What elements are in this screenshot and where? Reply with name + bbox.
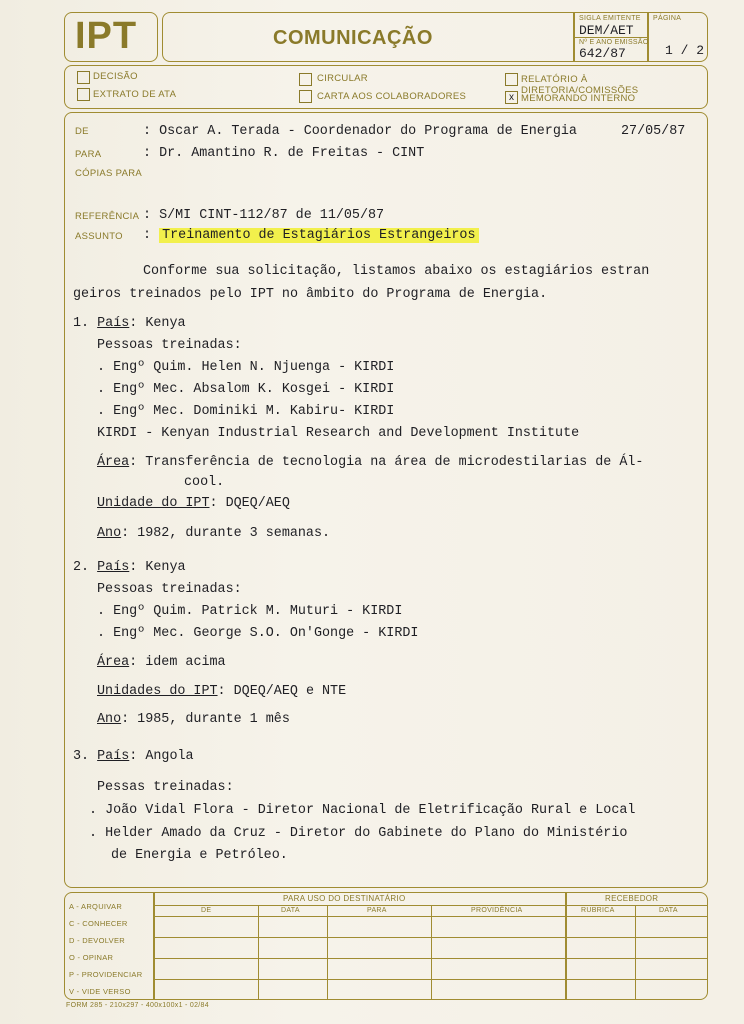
- para-label: PARA: [75, 149, 102, 160]
- section-1-person-1: . Engº Quim. Helen N. Njuenga - KIRDI: [97, 360, 395, 375]
- intro-line-1: Conforme sua solicitação, listamos abaixo os estagiários estran: [143, 264, 650, 279]
- col-providencia: PROVIDÊNCIA: [471, 907, 523, 914]
- section-2-pais-value: : Kenya: [129, 560, 186, 575]
- circular-label: CIRCULAR: [317, 73, 368, 84]
- section-1-area-value: : Transferência de tecnologia na área de microdestilarias de Ál-: [129, 455, 644, 470]
- section-2-unidade: [97, 684, 346, 699]
- section-2-unidade-label: Unidades do IPT: [97, 684, 218, 699]
- section-1-pais-value: : Kenya: [129, 316, 186, 331]
- main-body-box: [64, 112, 708, 888]
- section-1-pais-label: País: [97, 316, 130, 331]
- section-2-person-1: . Engº Quim. Patrick M. Muturi - KIRDI: [97, 604, 403, 619]
- section-2-pais-label: País: [97, 560, 130, 575]
- section-1-ano-value: : 1982, durante 3 semanas.: [121, 526, 331, 541]
- section-1-ano-label: Ano: [97, 526, 122, 541]
- section-3-pessoas: Pessas treinadas:: [97, 780, 234, 795]
- col-divider-2: [327, 905, 328, 999]
- logo-box: [64, 12, 158, 62]
- section-1-person-2: . Engº Mec. Absalom K. Kosgei - KIRDI: [97, 382, 395, 397]
- section-2-area-label: Área: [97, 655, 130, 670]
- legend-opinar: O - OPINAR: [69, 953, 114, 962]
- decisao-checkbox[interactable]: [77, 71, 90, 84]
- relatorio-label: RELATÓRIO À DIRETORIA/COMISSÕES: [521, 74, 639, 96]
- page-title: COMUNICAÇÃO: [273, 27, 433, 49]
- section-2-ano-value: : 1985, durante 1 mês: [121, 712, 290, 727]
- header-page-divider: [647, 13, 649, 61]
- section-2-ano-label: Ano: [97, 712, 122, 727]
- intro-line-2: geiros treinados pelo IPT no âmbito do Programa de Energia.: [73, 287, 548, 302]
- section-2-number: 2.: [73, 560, 90, 575]
- section-1-ano: [97, 526, 330, 541]
- section-3-pais-value: : Angola: [129, 749, 194, 764]
- legend-arquivar: A - ARQUIVAR: [69, 902, 123, 911]
- circular-checkbox[interactable]: [299, 73, 312, 86]
- section-2-pessoas: Pessoas treinadas:: [97, 582, 242, 597]
- numero-value: 642/87: [579, 46, 626, 61]
- de-label: DE: [75, 126, 89, 137]
- dest-title: PARA USO DO DESTINATÁRIO: [283, 894, 406, 903]
- routing-box: [64, 892, 708, 1000]
- decisao-label: DECISÃO: [93, 71, 138, 82]
- sigla-label: SIGLA EMITENTE: [579, 15, 641, 22]
- assunto-line: [143, 228, 479, 243]
- rec-title: RECEBEDOR: [605, 894, 659, 903]
- legend-vide-verso: V - VIDE VERSO: [69, 987, 131, 996]
- routing-header-divider: [153, 916, 707, 917]
- section-2-unidade-value: : DQEQ/AEQ e NTE: [217, 684, 347, 699]
- memorando-label: MEMORANDO INTERNO: [521, 93, 636, 104]
- section-1-pessoas: Pessoas treinadas:: [97, 338, 242, 353]
- section-2-ano: [97, 712, 290, 727]
- section-3-number: 3.: [73, 749, 90, 764]
- col-divider-5: [635, 905, 636, 999]
- section-1-number: 1.: [73, 316, 90, 331]
- ipt-logo: IPT: [75, 15, 138, 57]
- doc-type-box: [64, 65, 708, 109]
- section-3-person-2-cont: de Energia e Petróleo.: [111, 848, 288, 863]
- pagina-label: PÁGINA: [653, 15, 682, 22]
- col-para: PARA: [367, 907, 387, 914]
- col-rec-data: DATA: [659, 907, 678, 914]
- col-divider-1: [258, 905, 259, 999]
- section-1-area-cont: cool.: [184, 475, 225, 490]
- routing-row-1: [153, 937, 707, 938]
- section-1-pais: [73, 316, 186, 331]
- title-box: [162, 12, 708, 62]
- section-2-area: [97, 655, 226, 670]
- col-divider-4: [565, 893, 567, 999]
- legend-devolver: D - DEVOLVER: [69, 936, 125, 945]
- section-3-person-2: . Helder Amado da Cruz - Diretor do Gabinete do Plano do Ministério: [89, 826, 628, 841]
- section-1-unidade: [97, 496, 290, 511]
- section-1-kirdi: KIRDI - Kenyan Industrial Research and Development Institute: [97, 426, 580, 441]
- memo-date: 27/05/87: [621, 124, 686, 139]
- para-value: : Dr. Amantino R. de Freitas - CINT: [143, 146, 425, 161]
- section-1-area-label: Área: [97, 455, 130, 470]
- section-1-area: [97, 455, 643, 470]
- relatorio-checkbox[interactable]: [505, 73, 518, 86]
- extrato-checkbox[interactable]: [77, 88, 90, 101]
- carta-checkbox[interactable]: [299, 90, 312, 103]
- section-3-pais: [73, 749, 194, 764]
- routing-row-2: [153, 958, 707, 959]
- section-2-person-2: . Engº Mec. George S.O. On'Gonge - KIRDI: [97, 626, 419, 641]
- referencia-value: : S/MI CINT-112/87 de 11/05/87: [143, 208, 385, 223]
- col-divider-3: [431, 905, 432, 999]
- section-1-person-3: . Engº Mec. Dominiki M. Kabiru- KIRDI: [97, 404, 395, 419]
- col-rubrica: RUBRICA: [581, 907, 615, 914]
- routing-legend-divider: [153, 893, 155, 999]
- section-1-unidade-value: : DQEQ/AEQ: [209, 496, 290, 511]
- carta-label: CARTA AOS COLABORADORES: [317, 91, 467, 102]
- pagina-value: 1 / 2: [665, 43, 705, 58]
- sigla-value: DEM/AET: [579, 23, 634, 38]
- routing-row-3: [153, 979, 707, 980]
- section-2-pais: [73, 560, 186, 575]
- section-3-person-1: . João Vidal Flora - Diretor Nacional de Eletrificação Rural e Local: [89, 803, 636, 818]
- legend-providenciar: P - PROVIDENCIAR: [69, 970, 143, 979]
- extrato-label: EXTRATO DE ATA: [93, 89, 177, 100]
- col-data: DATA: [281, 907, 300, 914]
- routing-title-divider: [153, 905, 707, 906]
- assunto-label: ASSUNTO: [75, 231, 123, 242]
- copias-label: CÓPIAS PARA: [75, 168, 143, 179]
- form-code: FORM 285 - 210x297 - 400x100x1 - 02/84: [66, 1002, 209, 1009]
- numero-label: Nº E ANO EMISSÃO: [579, 39, 649, 46]
- section-1-unidade-label: Unidade do IPT: [97, 496, 210, 511]
- memorando-checkbox[interactable]: x: [505, 91, 518, 104]
- col-de: DE: [201, 907, 212, 914]
- section-2-area-value: : idem acima: [129, 655, 226, 670]
- referencia-label: REFERÊNCIA: [75, 211, 140, 222]
- section-3-pais-label: País: [97, 749, 130, 764]
- assunto-value: Treinamento de Estagiários Estrangeiros: [159, 228, 478, 243]
- legend-conhecer: C - CONHECER: [69, 919, 128, 928]
- de-value: : Oscar A. Terada - Coordenador do Programa de Energia: [143, 124, 577, 139]
- assunto-colon: :: [143, 228, 152, 243]
